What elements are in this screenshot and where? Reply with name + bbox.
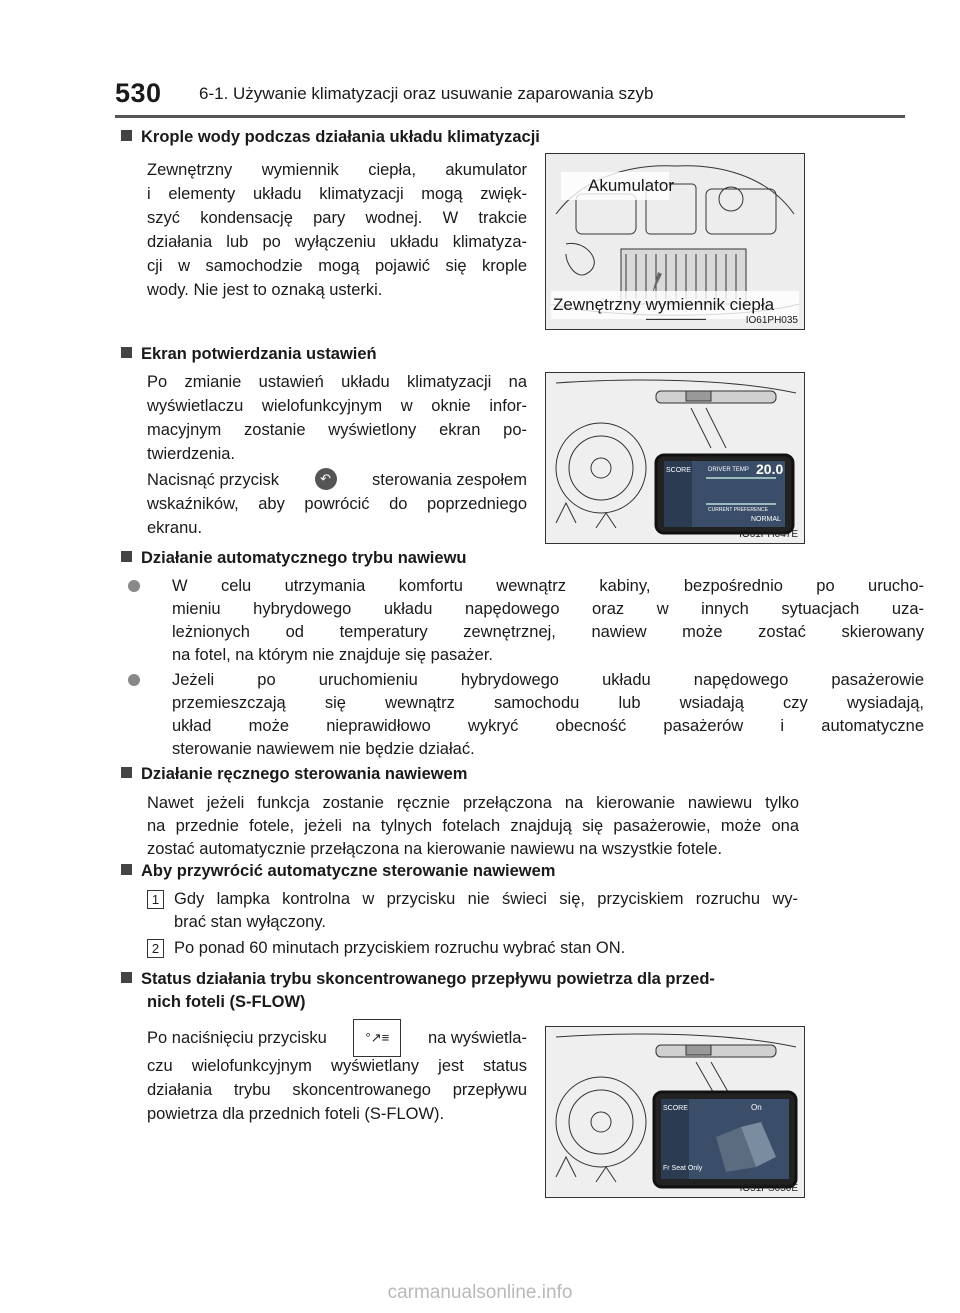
bullet-icon [128, 674, 140, 686]
watermark: carmanualsonline.info [387, 1282, 573, 1303]
screen-preference-label: CURRENT PREFERENCE [708, 507, 768, 513]
bullet-icon [128, 580, 140, 592]
page-number: 530 [115, 78, 162, 108]
meter-control-return-icon: ↶ [315, 468, 337, 490]
dashboard-s-flow-figure [545, 1026, 805, 1198]
screen-score-label: SCORE [666, 467, 691, 474]
paragraph-water-drops: Zewnętrzny wymiennik ciepła, akumulator i elementy układu klimatyzacji mogą zwięk- szyć kondensację pary wodnej. W trakcie działania lub po wyłączeniu układu klimatyza- cji w samochodzie mogą pojawić się krople wody. Nie jest to oznaką usterki. [147, 161, 527, 299]
engine-bay-figure [545, 153, 805, 330]
screen-on-label: On [751, 1103, 762, 1112]
figure-code: IO61PH035 [745, 315, 798, 326]
paragraph-manual-mode: Nawet jeżeli funkcja zostanie ręcznie przełączona na kierowanie nawiewu tylko na przednie fotele, jeżeli na tylnych fotelach znajdują się pasażerowie, może ona zostać automatycznie przełączona na kierowanie nawiewu na wszystkie fotele. [147, 794, 799, 858]
section-square-icon [121, 972, 132, 983]
callout-battery: Akumulator [588, 176, 674, 195]
section-title-confirm-screen: Ekran potwierdzania ustawień [121, 345, 377, 364]
callout-heat-exchanger: Zewnętrzny wymiennik ciepła [553, 295, 775, 314]
chapter-title: 6-1. Używanie klimatyzacji oraz usuwanie zaparowania szyb [199, 84, 654, 103]
dashboard-confirm-figure [545, 372, 805, 544]
figure-code: IO51PS050E [739, 1183, 798, 1194]
section-square-icon [121, 130, 132, 141]
header-divider [115, 115, 905, 118]
section-title-restore-auto: Aby przywrócić automatyczne sterowanie nawiewem [121, 862, 555, 881]
section-title-water-drops: Krople wody podczas działania układu klimatyzacji [121, 128, 540, 147]
screen-driver-temp-label: DRIVER TEMP [708, 467, 749, 473]
screen-mode-value: NORMAL [751, 516, 781, 523]
screen-front-seat-label: Fr Seat Only [663, 1165, 703, 1172]
section-title-auto-mode: Działanie automatycznego trybu nawiewu [121, 549, 466, 568]
screen-temperature-value: 20.0 [756, 461, 784, 477]
section-square-icon [121, 767, 132, 778]
screen-score-label: SCORE [663, 1105, 688, 1112]
section-square-icon [121, 551, 132, 562]
section-square-icon [121, 347, 132, 358]
figure-code: IO61PH047E [739, 529, 798, 540]
paragraph-return-button: Nacisnąć przycisk ↶ sterowania zespołem wskaźników, aby powrócić do poprzedniego ekranu. [147, 468, 527, 540]
step-number: 1 [147, 890, 164, 909]
paragraph-s-flow: Po naciśnięciu przycisku °↗≡ na wyświetla- czu wielofunkcyjnym wyświetlany jest status działania trybu skoncentrowanego przepływu powietrza dla przednich foteli (S-FLOW). [147, 1022, 527, 1126]
section-square-icon [121, 864, 132, 875]
step-number: 2 [147, 939, 164, 958]
paragraph-confirm-screen: Po zmianie ustawień układu klimatyzacji na wyświetlaczu wielofunkcyjnym w oknie infor- macyjnym zostanie wyświetlony ekran po- twierdzenia. [147, 373, 527, 463]
page-header [115, 78, 905, 114]
section-title-manual-mode: Działanie ręcznego sterowania nawiewem [121, 765, 467, 784]
s-flow-button-icon: °↗≡ [353, 1019, 401, 1057]
section-title-s-flow: Status działania trybu skoncentrowanego przepływu powietrza dla przed- nich foteli (S-FLOW) [121, 968, 715, 1014]
